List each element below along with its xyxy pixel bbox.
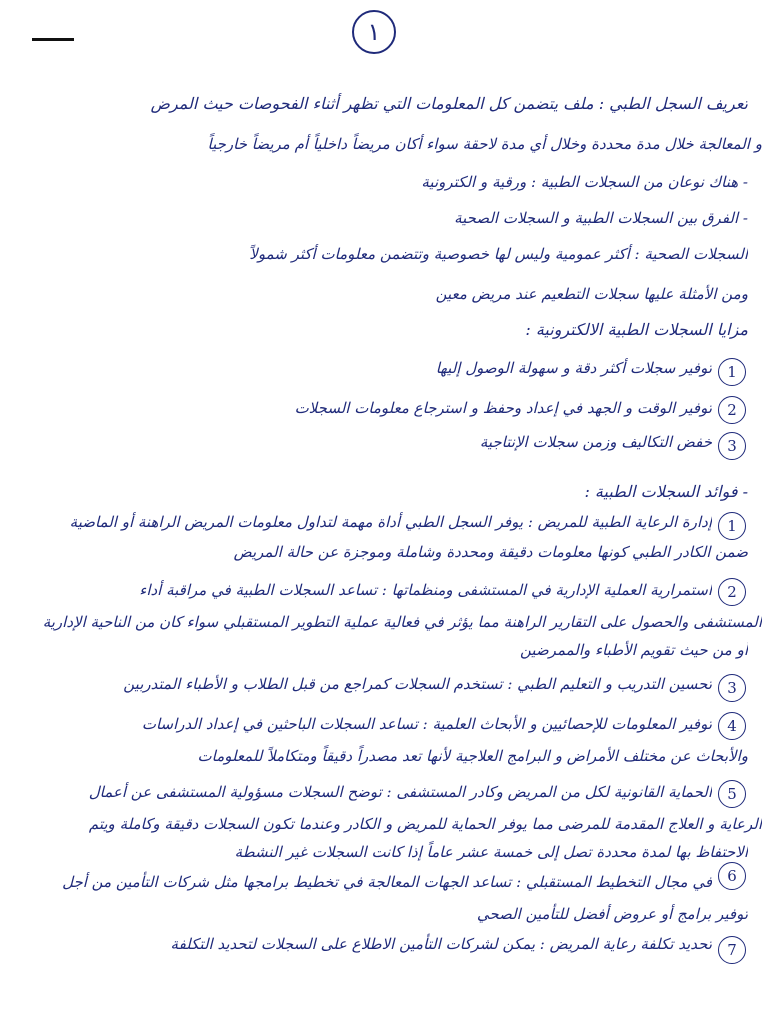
text-line: استمرارية العملية الإدارية في المستشفى ومنظماتها : تساعد السجلات الطبية في مراقبة أداء: [139, 581, 712, 599]
list-number-circle: 3: [718, 674, 746, 702]
text-line: الاحتفاظ بها لمدة محددة تصل إلى خمسة عشر عاماً إذا كانت السجلات غير النشطة: [234, 843, 748, 861]
text-line: الحماية القانونية لكل من المريض وكادر المستشفى : توضح السجلات مسؤولية المستشفى عن أعمال: [88, 783, 712, 801]
list-number-circle: 7: [718, 936, 746, 964]
text-line: المستشفى والحصول على التقارير الراهنة مما يؤثر في فعالية عملية التطوير المستقبلي سواء كان من الناحية الإدارية: [42, 613, 762, 631]
page-number: ١: [367, 18, 381, 46]
text-line: توفير المعلومات للإحصائيين و الأبحاث العلمية : تساعد السجلات الباحثين في إعداد الدراسات: [141, 715, 712, 733]
text-line: تحسين التدريب و التعليم الطبي : تستخدم السجلات كمراجع من قبل الطلاب و الأطباء المتدربين: [123, 675, 712, 693]
text-line: - هناك نوعان من السجلات الطبية : ورقية و الكترونية: [421, 173, 748, 191]
text-line: تعريف السجل الطبي : ملف يتضمن كل المعلومات التي تظهر أثناء الفحوصات حيث المرض: [150, 94, 748, 113]
text-line: إدارة الرعاية الطبية للمريض : يوفر السجل الطبي أداة مهمة لتداول معلومات المريض الراهنة أو الماضية: [69, 513, 712, 531]
text-line: - الفرق بين السجلات الطبية و السجلات الصحية: [454, 209, 748, 227]
text-line: خفض التكاليف وزمن سجلات الإنتاجية: [479, 433, 712, 451]
text-line: ومن الأمثلة عليها سجلات التطعيم عند مريض معين: [435, 285, 748, 303]
text-line: توفير الوقت و الجهد في إعداد وحفظ و استرجاع معلومات السجلات: [294, 399, 712, 417]
list-number-circle: 2: [718, 578, 746, 606]
list-number-circle: 1: [718, 358, 746, 386]
text-line: الرعاية و العلاج المقدمة للمرضى مما يوفر الحماية للمريض و الكادر وعندما تكون السجلات دقيقة وكاملة ويتم: [88, 815, 762, 833]
text-line: مزايا السجلات الطبية الالكترونية :: [525, 320, 748, 339]
list-number-circle: 3: [718, 432, 746, 460]
text-line: والأبحاث عن مختلف الأمراض و البرامج العلاجية لأنها تعد مصدراً دقيقاً ومتكاملاً للمعلومات: [197, 747, 748, 765]
list-number-circle: 6: [718, 862, 746, 890]
text-line: السجلات الصحية : أكثر عمومية وليس لها خصوصية وتتضمن معلومات أكثر شمولاً: [249, 245, 748, 263]
text-line: تحديد تكلفة رعاية المريض : يمكن لشركات التأمين الاطلاع على السجلات لتحديد التكلفة: [170, 935, 712, 953]
top-dash: [32, 38, 74, 41]
list-number-circle: 4: [718, 712, 746, 740]
page-number-circle: [352, 10, 396, 54]
list-number-circle: 1: [718, 512, 746, 540]
text-line: ضمن الكادر الطبي كونها معلومات دقيقة ومحددة وشاملة وموجزة عن حالة المريض: [233, 543, 748, 561]
list-number-circle: 2: [718, 396, 746, 424]
text-line: و المعالجة خلال مدة محددة وخلال أي مدة لاحقة سواء أكان مريضاً داخلياً أم مريضاً خارجياً: [207, 135, 762, 153]
text-line: توفير برامج أو عروض أفضل للتأمين الصحي: [476, 905, 748, 923]
list-number-circle: 5: [718, 780, 746, 808]
text-line: - فوائد السجلات الطبية :: [584, 482, 748, 501]
text-line: توفير سجلات أكثر دقة و سهولة الوصول إليها: [435, 359, 712, 377]
text-line: في مجال التخطيط المستقبلي : تساعد الجهات المعالجة في تخطيط برامجها مثل شركات التأمين من أجل: [62, 873, 712, 891]
text-line: أو من حيث تقويم الأطباء والممرضين: [520, 641, 748, 659]
